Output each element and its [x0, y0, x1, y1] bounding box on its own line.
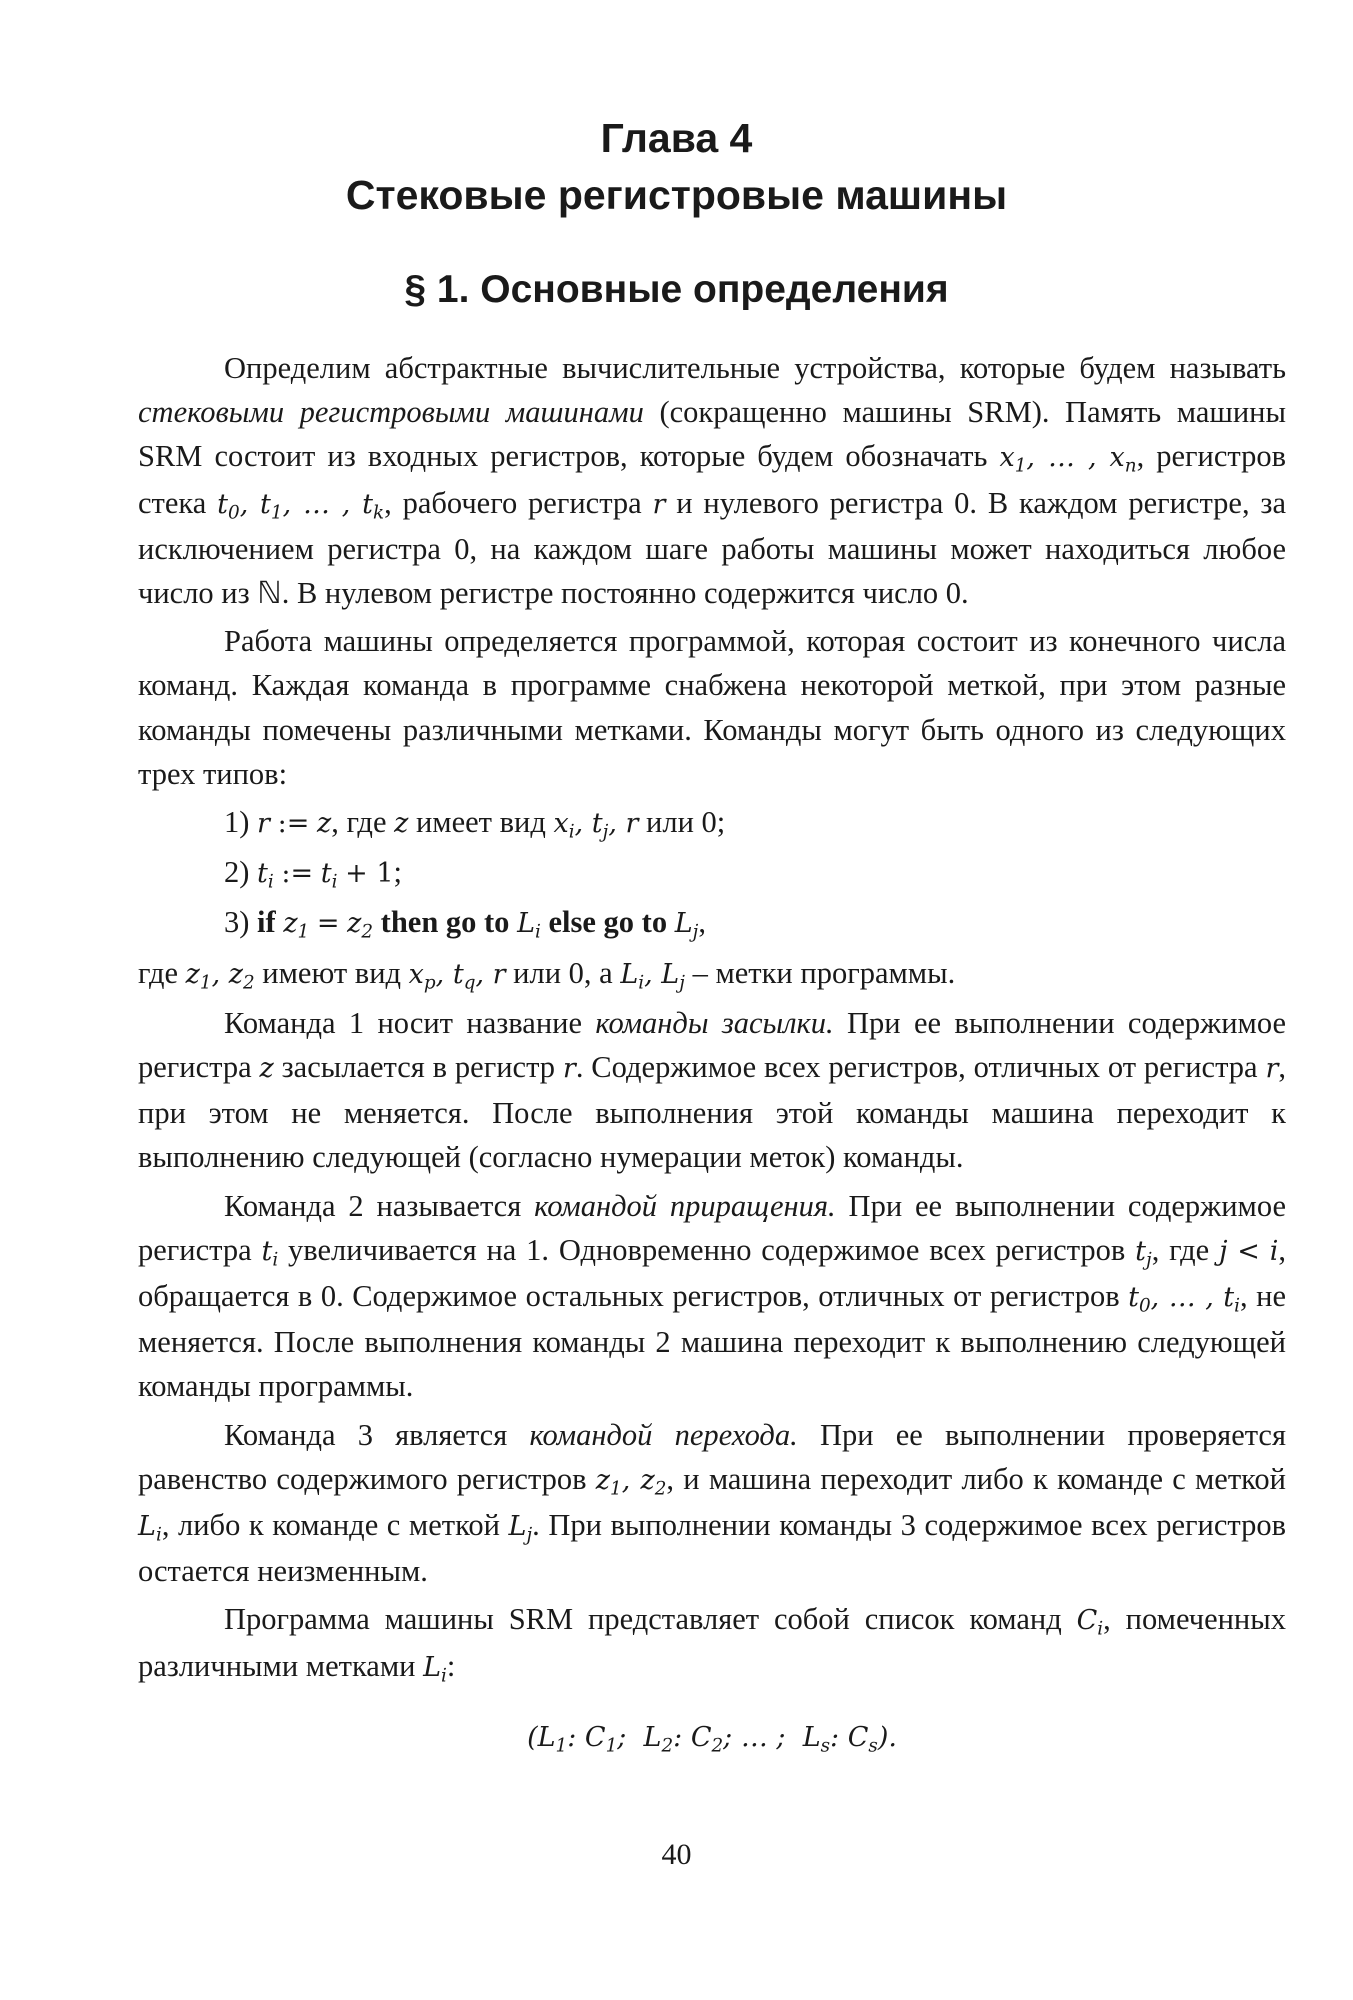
chapter-title: Стековые регистровые машины: [345, 172, 1008, 218]
page-number: 40: [661, 1838, 692, 1871]
command-type-2: 2) $t_i$ := $t_i + 1$;: [224, 855, 402, 893]
body-text: [138, 346, 1286, 1764]
command-type-3: 3) if $z_1 = z_2$ then go to $L_i$ else go to $L_j$,: [224, 905, 706, 943]
paragraph-command-2: Команда 2 называется командой приращения. При ее выполнении содержимое регистра $t_i$ увеличивается на 1. Одновременно содержимое всех регистров $t_j$, где j < i, обращается в 0. Содержимое остальных регистров, отличных от регистров $t_0$, … , $t_i$, не меняется. После выполнения команды 2 машина переходит к выполнению следующей команды программы.: [138, 1188, 1287, 1404]
paragraph-program-list: Программа машины SRM представляет собой список команд $C_i$, помеченных различными метками $L_i$:: [138, 1602, 1286, 1687]
term-jump: командой перехода.: [529, 1417, 798, 1452]
section-title: § 1. Основные определения: [404, 268, 949, 311]
term-increment: командой приращения.: [534, 1188, 836, 1223]
paragraph-command-3: Команда 3 является командой перехода. При ее выполнении проверяется равенство содержимого регистров $z_1$, $z_2$, и машина переходит либо к команде с меткой $L_i$, либо к команде с меткой $L_j$. При выполнении команды 3 содержимое всех регистров остается неизменным.: [138, 1417, 1286, 1589]
term-srm: стековыми регистровыми машинами: [138, 395, 644, 430]
command-type-1: 1) r := z, где z имеет вид $x_i$, $t_j$, r или 0;: [224, 805, 726, 843]
paragraph-command-1: Команда 1 носит название команды засылки. При ее выполнении содержимое регистра z засылается в регистр r. Содержимое всех регистров, отличных от регистра r, при этом не меняется. После выполнения этой команды машина переходит к выполнению следующей (согласно нумерации меток) команды.: [138, 1005, 1286, 1175]
program-formula: ($L_1$: $C_1$; $L_2$: $C_2$; … ; $L_s$: $C_s$).: [527, 1721, 897, 1757]
paragraph-memory: Определим абстрактные вычислительные устройства, которые будем называть стековыми регистровыми машинами (сокращенно машины SRM). Память машины SRM состоит из входных регистров, которые будем обозначать $x_1$, … , $x_n$, регистров стека $t_0$, $t_1$, … , $t_k$, рабочего регистра r и нулевого регистра 0. В каждом регистре, за исключением регистра 0, на каждом шаге работы машины может находиться любое число из ℕ. В нулевом регистре постоянно содержится число 0.: [138, 351, 1287, 611]
term-assign: команды засылки.: [595, 1005, 834, 1040]
chapter-label: Глава 4: [600, 115, 753, 161]
paragraph-program: Работа машины определяется программой, которая состоит из конечного числа команд. Каждая команда в программе снабжена некоторой меткой, при этом разные команды помечены различными метками. Команды могут быть одного из следующих трех типов:: [138, 624, 1286, 791]
paragraph-where: где $z_1$, $z_2$ имеют вид $x_p$, $t_q$, r или 0, а $L_i$, $L_j$ – метки программы.: [138, 955, 956, 994]
